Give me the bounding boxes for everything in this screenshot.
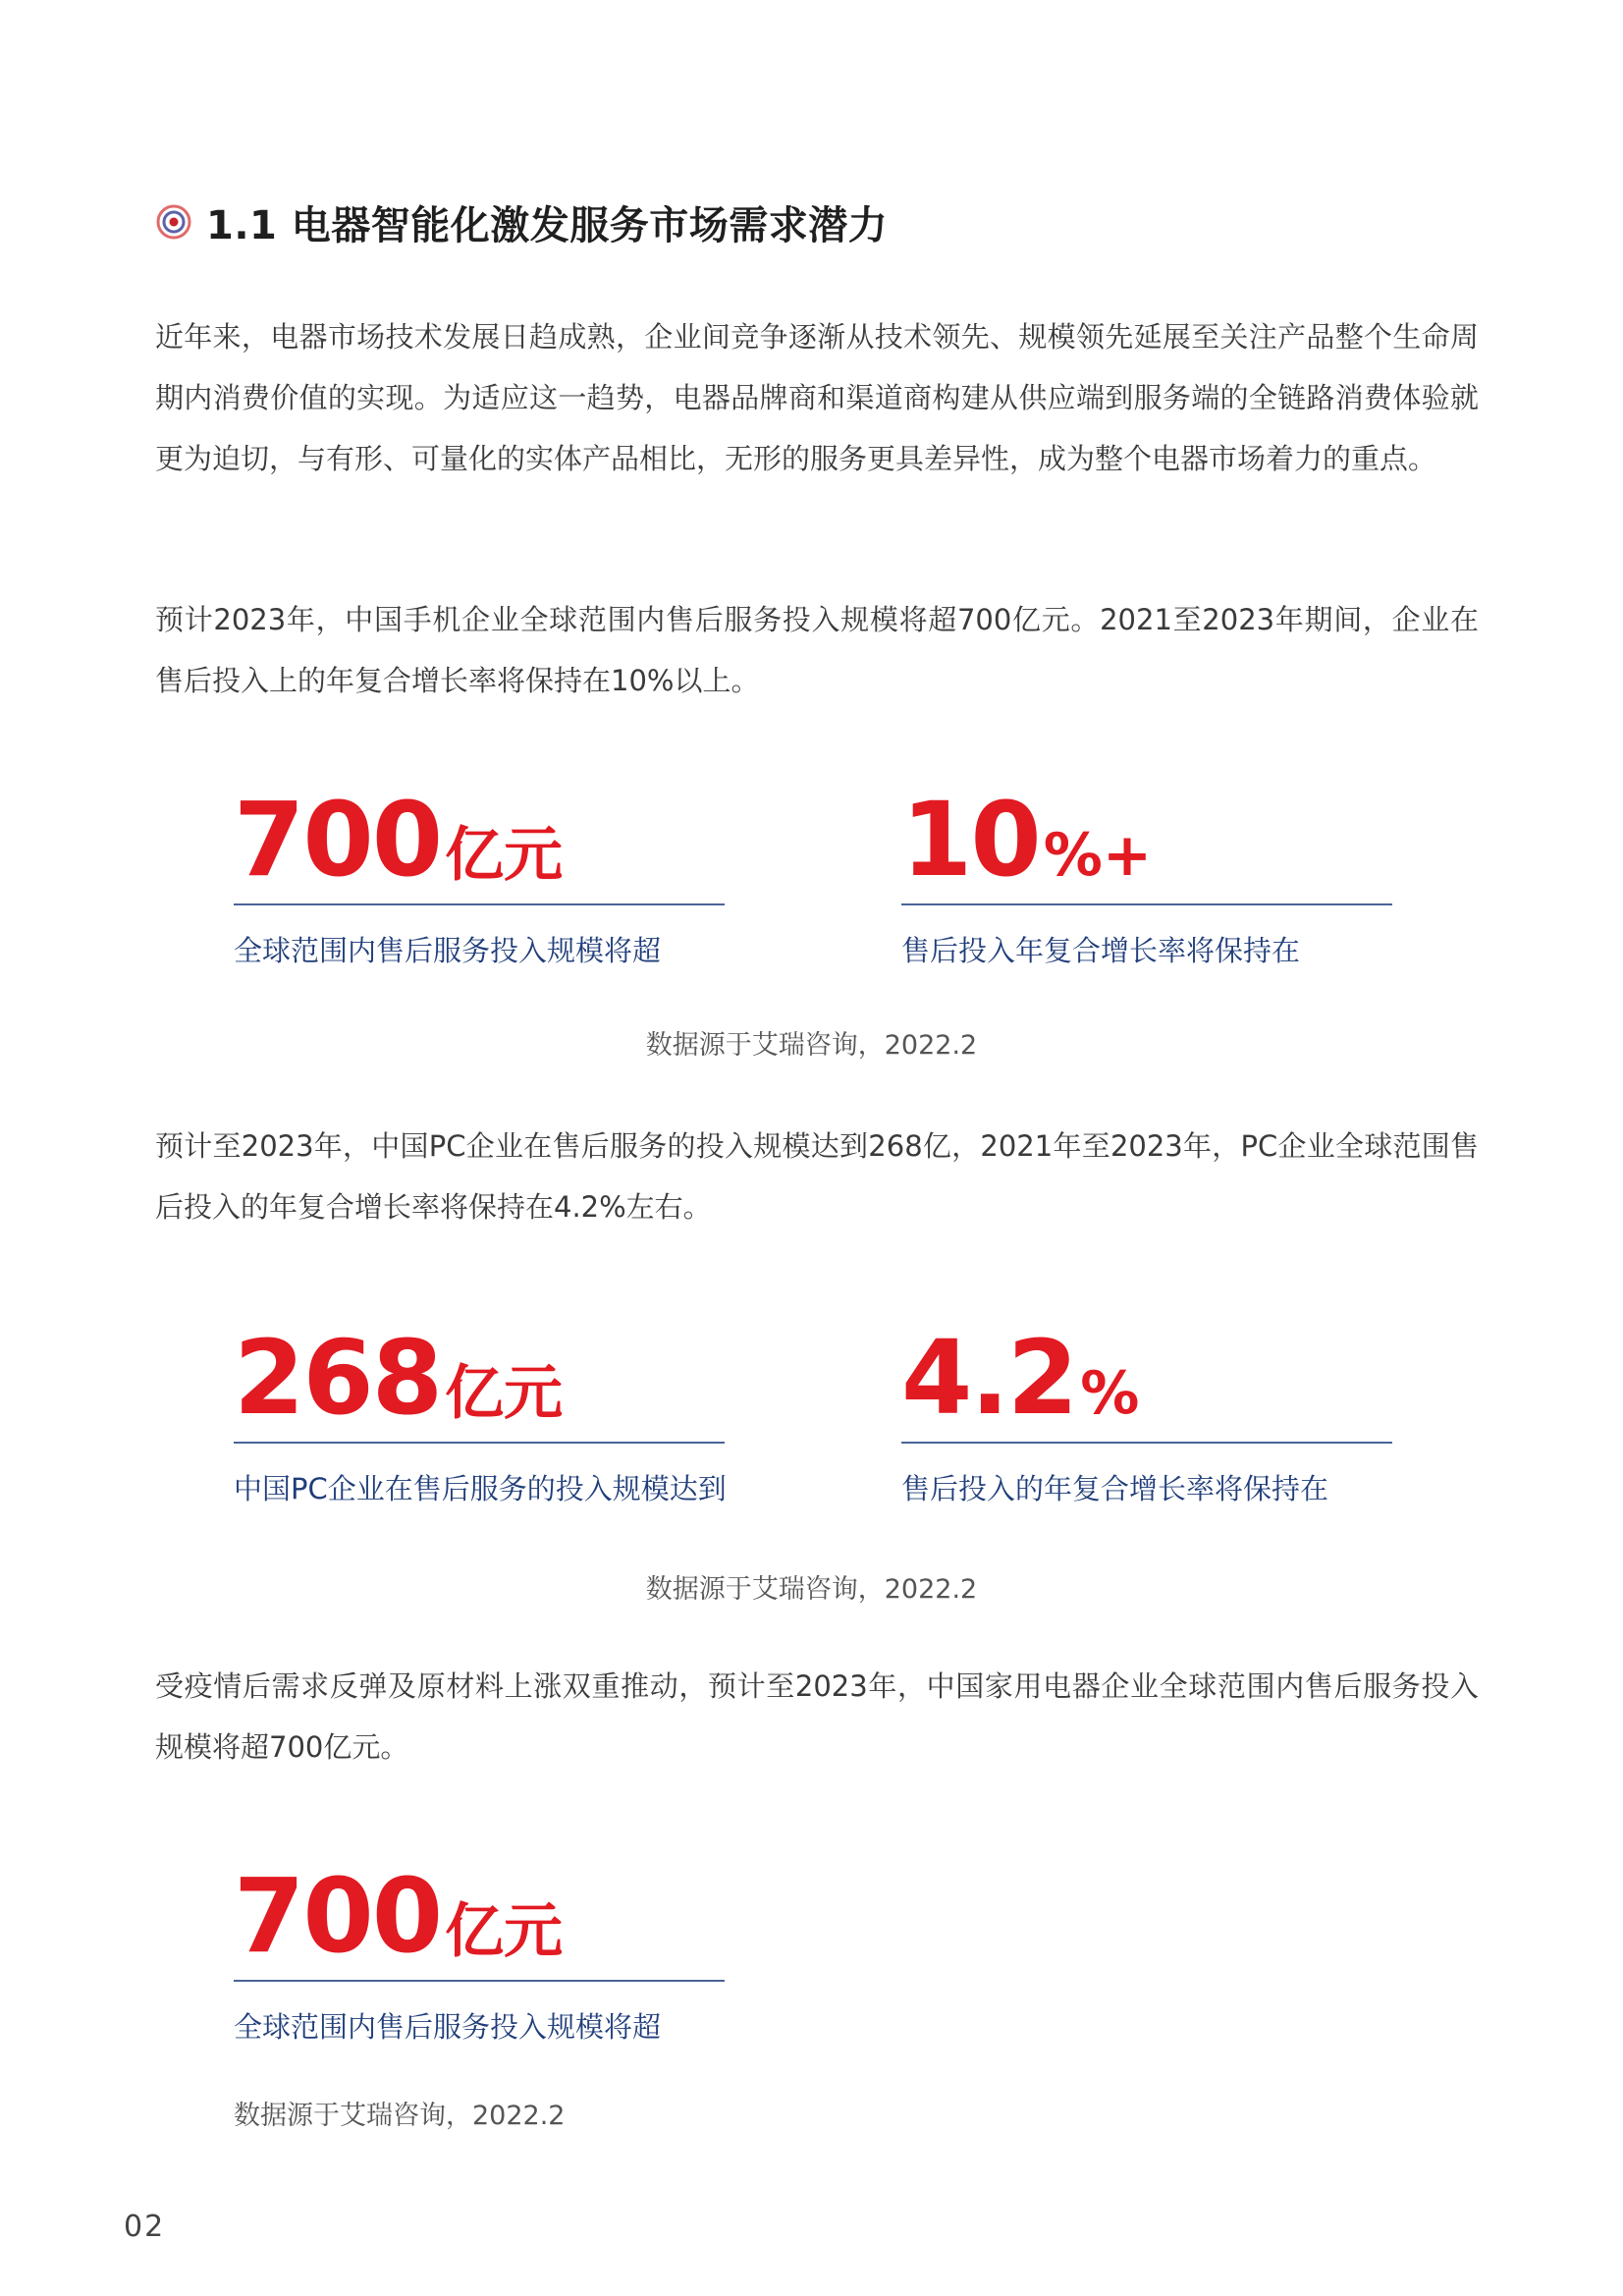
intro-paragraph: 近年来，电器市场技术发展日趋成熟，企业间竞争逐渐从技术领先、规模领先延展至关注产品整个生命周期内消费价值的实现。为适应这一趋势，电器品牌商和渠道商构建从供应端到服务端的全链路消费体验就更为迫切，与有形、可量化的实体产品相比，无形的服务更具差异性，成为整个电器市场着力的重点。 — [155, 320, 1479, 475]
stat-unit: 亿元 — [445, 1359, 564, 1428]
stat-number: 268 — [234, 1318, 442, 1438]
stat-divider — [901, 1442, 1392, 1444]
stat-divider — [901, 903, 1392, 905]
stat-divider — [234, 1442, 725, 1444]
stat-value — [901, 1318, 1140, 1438]
stat-number: 700 — [234, 780, 442, 900]
stat-divider — [234, 903, 725, 905]
appliance-forecast-paragraph: 受疫情后需求反弹及原材料上涨双重推动，预计至2023年，中国家用电器企业全球范围内售后服务投入规模将超700亿元。 — [155, 1669, 1479, 1764]
source-note: 数据源于艾瑞咨询，2022.2 — [645, 1030, 978, 1061]
pc-forecast-paragraph: 预计至2023年，中国PC企业在售后服务的投入规模达到268亿，2021年至2023年，PC企业全球范围售后投入的年复合增长率将保持在4.2%左右。 — [155, 1129, 1479, 1224]
stat-label: 售后投入的年复合增长率将保持在 — [901, 1472, 1329, 1505]
stat-number: 10 — [901, 780, 1040, 900]
stat-label: 售后投入年复合增长率将保持在 — [901, 934, 1301, 967]
stat-number: 4.2 — [901, 1318, 1077, 1438]
stat-number: 700 — [234, 1856, 442, 1976]
page-number: 02 — [124, 2210, 166, 2244]
stat-label: 全球范围内售后服务投入规模将超 — [234, 934, 662, 967]
section-title: 1.1 电器智能化激发服务市场需求潜力 — [206, 202, 889, 248]
stat-value — [901, 780, 1153, 900]
stat-divider — [234, 1980, 725, 1982]
stat-value — [234, 780, 564, 900]
stat-unit: 亿元 — [445, 1897, 564, 1966]
source-note: 数据源于艾瑞咨询，2022.2 — [645, 1574, 978, 1605]
stat-value — [234, 1318, 564, 1438]
stat-label: 中国PC企业在售后服务的投入规模达到 — [234, 1472, 727, 1505]
stat-value — [234, 1856, 564, 1976]
source-note: 数据源于艾瑞咨询，2022.2 — [234, 2101, 566, 2131]
stat-unit: %+ — [1043, 821, 1153, 890]
stat-unit: % — [1080, 1359, 1140, 1428]
concentric-circles-icon — [155, 203, 192, 241]
stat-unit: 亿元 — [445, 821, 564, 890]
section-heading — [155, 192, 888, 251]
stat-label: 全球范围内售后服务投入规模将超 — [234, 2010, 662, 2044]
phone-forecast-paragraph: 预计2023年，中国手机企业全球范围内售后服务投入规模将超700亿元。2021至2023年期间，企业在售后投入上的年复合增长率将保持在10%以上。 — [155, 603, 1479, 697]
